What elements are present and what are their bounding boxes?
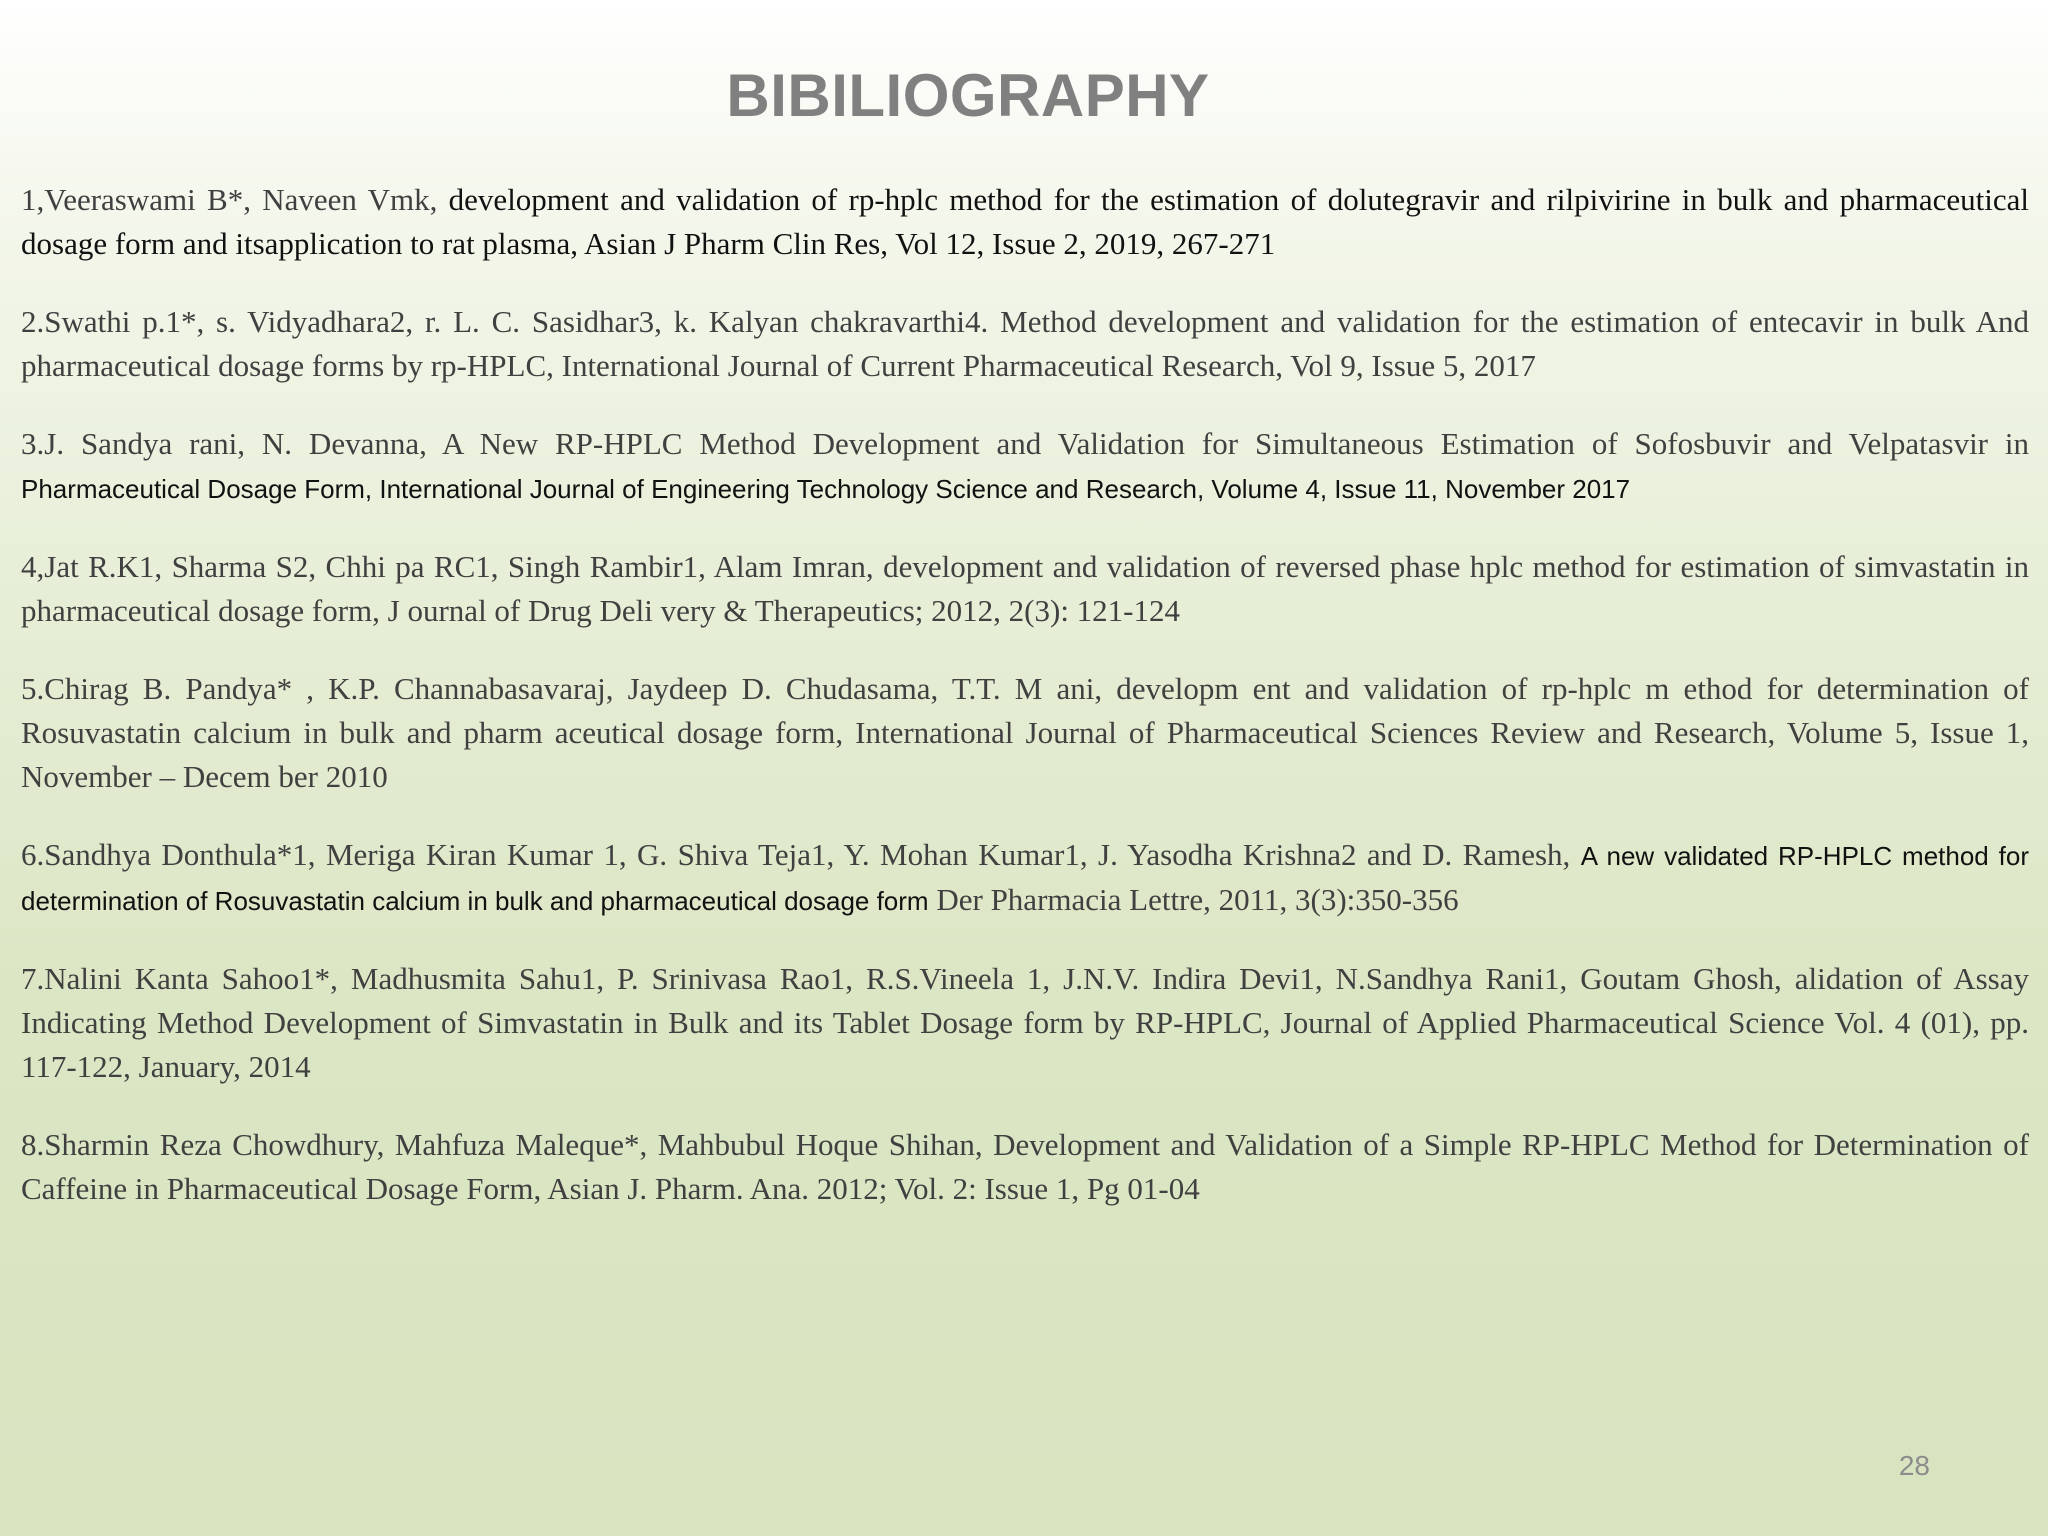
reference-7 <box>21 957 2029 1089</box>
reference-4-text: 4,Jat R.K1, Sharma S2, Chhi pa RC1, Singh Rambir1, Alam Imran, development and validation of reversed phase hplc method for estimation of simvastatin in pharmaceutical dosage form, J ournal of Drug Deli very & Therapeutics; 2012, 2(3): 121-124 <box>21 549 2029 628</box>
reference-3 <box>21 422 2029 511</box>
reference-2-text: 2.Swathi p.1*, s. Vidyadhara2, r. L. C. Sasidhar3, k. Kalyan chakravarthi4. Method development and validation for the estimation of entecavir in bulk And pharmaceutical dosage forms by rp-HPLC, International Journal of Current Pharmaceutical Research, Vol 9, Issue 5, 2017 <box>21 304 2029 383</box>
reference-3-text: 3.J. Sandya rani, N. Devanna, A New RP-HPLC Method Development and Validation for Simultaneous Estimation of Sofosbuvir and Velpatasvir in <box>21 426 2029 461</box>
reference-5-text: 5.Chirag B. Pandya* , K.P. Channabasavaraj, Jaydeep D. Chudasama, T.T. M ani, developm ent and validation of rp-hplc m ethod for determination of Rosuvastatin calcium in bulk and pharm aceutical dosage form, International Journal of Pharmaceutical Sciences Review and Research, Volume 5, Issue 1, November – Decem ber 2010 <box>21 671 2029 794</box>
reference-8-text: 8.Sharmin Reza Chowdhury, Mahfuza Maleque*, Mahbubul Hoque Shihan, Development and Validation of a Simple RP-HPLC Method for Determination of Caffeine in Pharmaceutical Dosage Form, Asian J. Pharm. Ana. 2012; Vol. 2: Issue 1, Pg 01-04 <box>21 1127 2029 1206</box>
reference-8 <box>21 1123 2029 1211</box>
page-number: 28 <box>1898 1450 1930 1481</box>
reference-list <box>21 178 2029 1245</box>
reference-6-tail: Der Pharmacia Lettre, 2011, 3(3):350-356 <box>928 882 1459 917</box>
reference-6 <box>21 833 2029 923</box>
reference-4 <box>21 545 2029 633</box>
reference-6-text: 6.Sandhya Donthula*1, Meriga Kiran Kumar 1, G. Shiva Teja1, Y. Mohan Kumar1, J. Yasodha Krishna2 and D. Ramesh, <box>21 837 1581 872</box>
reference-7-text: 7.Nalini Kanta Sahoo1*, Madhusmita Sahu1, P. Srinivasa Rao1, R.S.Vineela 1, J.N.V. Indira Devi1, N.Sandhya Rani1, Goutam Ghosh, alidation of Assay Indicating Method Development of Simvastatin in Bulk and its Tablet Dosage form by RP-HPLC, Journal of Applied Pharmaceutical Science Vol. 4 (01), pp. 117-122, January, 2014 <box>21 961 2029 1084</box>
reference-1 <box>21 178 2029 266</box>
reference-1-authors: 1,Veeraswami B*, Naveen Vmk, <box>21 182 449 217</box>
reference-3-sans-text: Pharmaceutical Dosage Form, International Journal of Engineering Technology Science and Research, Volume 4, Issue 11, November 2017 <box>21 474 1631 504</box>
reference-6-sans-text: A new validated RP-HPLC method for determination of Rosuvastatin calcium in bulk and pharmaceutical dosage form <box>21 841 2029 916</box>
reference-1-body: development and validation of rp-hplc method for the estimation of dolutegravir and rilpivirine in bulk and pharmaceutical dosage form and itsapplication to rat plasma, Asian J Pharm Clin Res, Vol 12, Issue 2, 2019, 267-271 <box>21 182 2029 261</box>
reference-2 <box>21 300 2029 388</box>
reference-5 <box>21 667 2029 799</box>
slide-title: BIBILIOGRAPHY <box>726 62 1210 129</box>
